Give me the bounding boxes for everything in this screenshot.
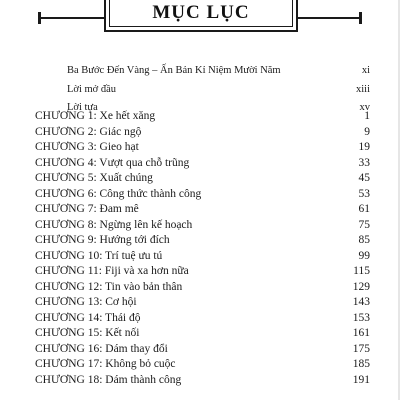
toc-chapter-entry xyxy=(0,248,400,265)
toc-chapter-title: CHƯƠNG 7: Đam mê xyxy=(35,203,139,215)
toc-chapter-page-number: 185 xyxy=(352,358,370,370)
toc-chapter-title: CHƯƠNG 12: Tin vào bản thân xyxy=(35,280,183,293)
toc-chapter-title: CHƯƠNG 8: Ngừng lên kế hoạch xyxy=(35,218,193,231)
toc-chapter-page-number: 33 xyxy=(358,156,370,169)
toc-chapter-entry xyxy=(0,372,400,389)
toc-chapter-page-number: 175 xyxy=(352,342,370,355)
toc-entry-page-number: xiii xyxy=(355,84,370,95)
toc-chapter-title: CHƯƠNG 14: Thái độ xyxy=(35,311,141,324)
toc-chapter-entry xyxy=(0,279,400,296)
toc-chapter-page-number: 45 xyxy=(358,172,370,184)
toc-chapter-entry xyxy=(0,186,400,203)
toc-chapter-title: CHƯƠNG 11: Fiji và xa hơn nữa xyxy=(35,265,189,277)
toc-chapter-title: CHƯƠNG 2: Giác ngộ xyxy=(35,125,142,138)
toc-chapter-entry xyxy=(0,201,400,218)
toc-chapter-entry xyxy=(0,155,400,172)
toc-chapter-entry xyxy=(0,124,400,141)
toc-chapter-page-number: 9 xyxy=(364,125,370,138)
toc-chapter-title: CHƯƠNG 10: Trí tuệ ưu tú xyxy=(35,249,163,262)
toc-chapter-title: CHƯƠNG 6: Công thức thành công xyxy=(35,187,202,200)
toc-chapter-title: CHƯƠNG 3: Gieo hạt xyxy=(35,141,139,153)
toc-chapter-entry xyxy=(0,325,400,342)
toc-entry-title: Ba Bước Đến Vàng – Ấn Bản Kỉ Niệm Mười Năm xyxy=(67,65,281,76)
toc-chapter-title: CHƯƠNG 13: Cơ hội xyxy=(35,296,137,308)
toc-front-matter-entry xyxy=(0,81,400,98)
toc-chapter-title: CHƯƠNG 4: Vượt qua chỗ trũng xyxy=(35,156,190,169)
toc-chapter-page-number: 85 xyxy=(358,234,370,246)
toc-entry-page-number: xv xyxy=(359,102,370,113)
toc-chapter-entry xyxy=(0,108,400,125)
toc-chapter-title: CHƯƠNG 5: Xuất chúng xyxy=(35,172,153,184)
toc-chapter-title: CHƯƠNG 17: Không bỏ cuộc xyxy=(35,358,176,370)
page-title: MỤC LỤC xyxy=(152,2,250,23)
toc-chapter-entry xyxy=(0,310,400,327)
toc-front-matter-entry xyxy=(0,62,400,79)
toc-chapter-entry xyxy=(0,341,400,358)
toc-entry-title: Lời mở đầu xyxy=(67,84,117,95)
toc-chapter-page-number: 115 xyxy=(353,265,370,277)
toc-chapter-title: CHƯƠNG 1: Xe hết xăng xyxy=(35,110,156,122)
toc-chapter-title: CHƯƠNG 15: Kết nối xyxy=(35,327,140,339)
toc-chapter-entry xyxy=(0,217,400,234)
toc-chapter-page-number: 53 xyxy=(358,187,370,200)
toc-chapter-title: CHƯƠNG 18: Dám thành công xyxy=(35,373,182,386)
toc-chapter-entry xyxy=(0,356,400,373)
toc-entry-title: Lời tựa xyxy=(67,102,98,113)
toc-chapter-page-number: 191 xyxy=(352,373,370,386)
toc-chapter-page-number: 61 xyxy=(358,203,370,215)
toc-chapter-page-number: 143 xyxy=(352,296,370,308)
toc-chapter-title: CHƯƠNG 16: Dám thay đổi xyxy=(35,342,168,355)
toc-entry-page-number: xi xyxy=(361,65,370,76)
toc-chapter-page-number: 153 xyxy=(352,311,370,324)
toc-chapter-page-number: 99 xyxy=(358,249,370,262)
toc-chapter-page-number: 19 xyxy=(358,141,370,153)
toc-chapter-title: CHƯƠNG 9: Hướng tới đích xyxy=(35,234,170,246)
toc-chapter-page-number: 1 xyxy=(364,110,370,122)
toc-chapter-page-number: 129 xyxy=(352,280,370,293)
toc-chapter-entry xyxy=(0,263,400,280)
toc-chapter-entry xyxy=(0,170,400,187)
toc-chapter-page-number: 161 xyxy=(352,327,370,339)
toc-chapter-entry xyxy=(0,294,400,311)
toc-chapter-entry xyxy=(0,139,400,156)
toc-chapter-entry xyxy=(0,232,400,249)
toc-chapter-page-number: 75 xyxy=(358,218,370,231)
